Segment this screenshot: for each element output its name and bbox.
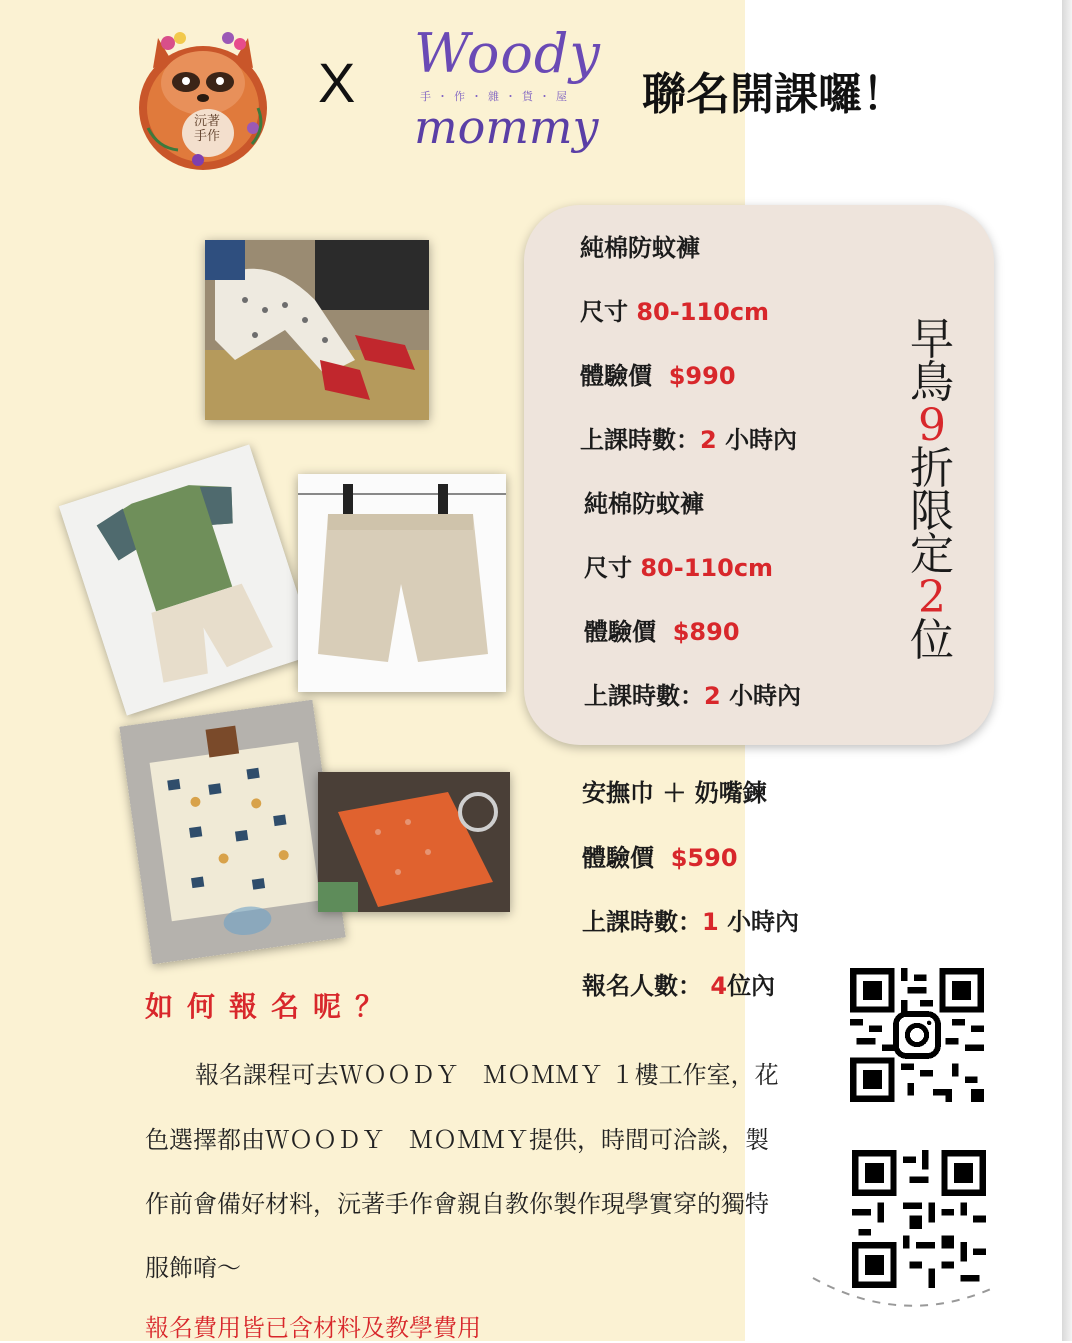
- photo-orange-blanket: [318, 772, 510, 912]
- raccoon-logo-text: 沅著手作: [194, 114, 221, 144]
- course3-name: 安撫巾 ＋ 奶嘴鍊: [582, 779, 767, 807]
- instagram-icon: [896, 1014, 938, 1056]
- course2-name: 純棉防蚊褲: [584, 490, 704, 518]
- course3-people: 報名人數： 4位內: [582, 972, 776, 1000]
- course1-name: 純棉防蚊褲: [580, 234, 700, 262]
- howto-line-3: 作前會備好材料，沅著手作會親自教你製作現學實穿的獨特: [145, 1190, 769, 1218]
- collab-cross: X: [318, 51, 356, 114]
- course2-hours: 上課時數：2 小時內: [584, 682, 802, 710]
- photo-comfort-blanket: [119, 700, 346, 965]
- headline: 聯名開課囉！: [642, 69, 906, 120]
- howto-line-1: 報名課程可去ＷＯＯＤＹ ＭＯＭＭＹ １樓工作室，花: [195, 1061, 779, 1089]
- page-edge: [1062, 0, 1072, 1341]
- course1-hours: 上課時數：2 小時內: [580, 426, 798, 454]
- woody-mommy-logo-sub: 手・作・雜・貨・屋: [420, 90, 573, 103]
- course2-size: 尺寸 80-110cm: [584, 554, 774, 582]
- woody-mommy-logo-bottom: mommy: [414, 100, 599, 154]
- dashed-decoration: [808, 1268, 998, 1318]
- course2-price: 體驗價 $890: [584, 618, 740, 646]
- woody-mommy-logo: [408, 22, 601, 172]
- course1-price: 體驗價 $990: [580, 362, 736, 390]
- woody-mommy-logo-top: Woody: [414, 22, 601, 85]
- course3-price: 體驗價 $590: [582, 844, 738, 872]
- photo-linen-shorts: [298, 474, 506, 692]
- course1-size: 尺寸 80-110cm: [580, 298, 770, 326]
- raccoon-logo: [128, 8, 278, 178]
- early-bird-promo: 早 鳥 9 折 限 定 2 位: [910, 314, 954, 666]
- howto-title: 如何報名呢？: [145, 990, 398, 1023]
- howto-line-4: 服飾唷～: [145, 1254, 241, 1282]
- photo-pants-child: [205, 240, 429, 420]
- howto-line-2: 色選擇都由ＷＯＯＤＹ ＭＯＭＭＹ提供，時間可洽談，製: [145, 1126, 769, 1154]
- qr-code-instagram[interactable]: [850, 968, 984, 1102]
- fee-note: 報名費用皆已含材料及教學費用: [145, 1314, 481, 1342]
- course3-hours: 上課時數：1 小時內: [582, 908, 800, 936]
